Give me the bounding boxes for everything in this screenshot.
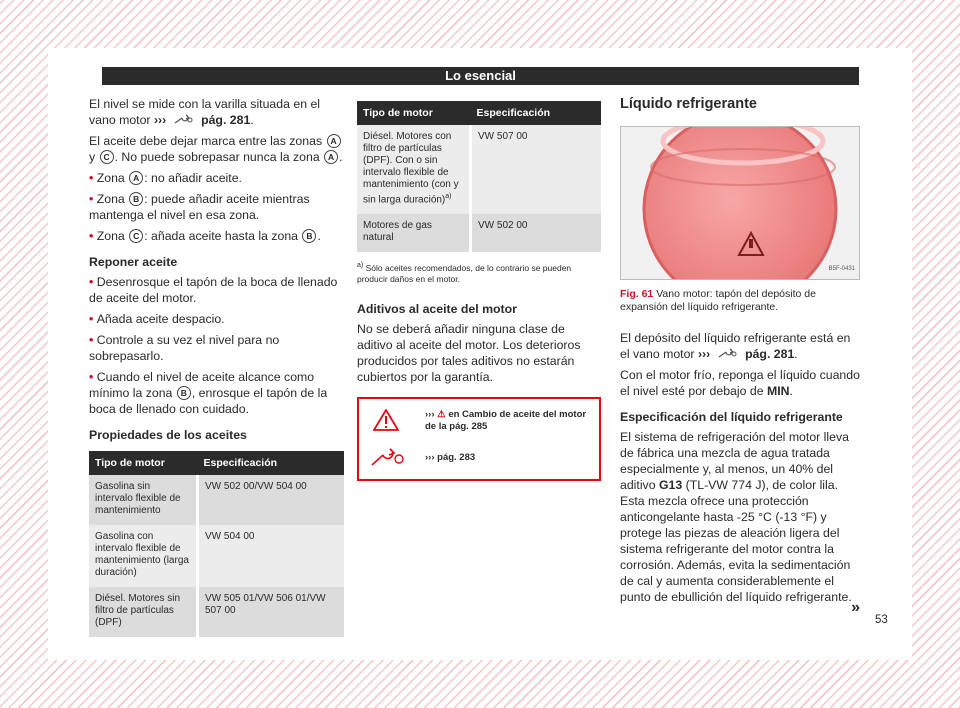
coolant-spec-paragraph: El sistema de refrigeración del motor lleva de fábrica una mezcla de agua tratada especialmente y, al menos, un 40% del aditivo G13 (TL-VW 774 J), de color lila. Esta mezcla ofrece una protección anticongelante hasta -25 °C (-13 °F) y protege las piezas de aleación ligera del sistema refrigerante del motor contra la corrosión. Además, evita la sedimentación de cal y aumenta considerablemente el punto de ebullición del líquido refrigerante. <box>620 430 852 604</box>
intro-paragraph: El nivel se mide con la varilla situada en el vano motor ››› pág. 281. <box>89 97 321 127</box>
figure-caption: Fig. 61 Vano motor: tapón del depósito de expansión del líquido refrigerante. <box>620 288 816 313</box>
arrows-icon: ››› <box>697 347 711 361</box>
table-row: Gasolina con intervalo flexible de mantenimiento (larga duración) VW 504 00 <box>89 525 344 587</box>
zone-c-marker: C <box>129 229 143 243</box>
refill-paragraph: Con el motor frío, reponga el líquido cuando el nivel esté por debajo de MIN. <box>620 368 860 398</box>
oil-spec-table-continued <box>357 101 601 252</box>
location-paragraph: El depósito del líquido refrigerante está en el vano motor ››› pág. 281. <box>620 331 851 361</box>
zone-b-marker: B <box>177 386 191 400</box>
list-item: • Zona A : no añadir aceite. <box>89 170 344 186</box>
table-header: Tipo de motor <box>357 101 471 125</box>
refill-heading: Reponer aceite <box>89 255 178 269</box>
table-header: Tipo de motor <box>89 451 198 475</box>
zone-b-marker: B <box>302 229 316 243</box>
table-header: Especificación <box>198 451 345 475</box>
coolant-spec-heading: Especificación del líquido refrigerante <box>620 410 843 424</box>
list-item: • Añada aceite despacio. <box>89 311 344 327</box>
footnote: $^{a)}$ Sólo aceites recomendados, de lo contrario se pueden producir daños en el motor. <box>357 262 572 285</box>
coolant-cap-figure <box>620 126 860 280</box>
arrows-icon: ››› <box>153 113 167 127</box>
additives-heading: Aditivos al aceite del motor <box>357 302 517 317</box>
middle-column <box>357 101 601 481</box>
list-item: • Cuando el nivel de aceite alcance como mínimo la zona B , enrosque el tapón de la boca de llenado con cuidado. <box>89 369 344 417</box>
zone-c-marker: C <box>100 150 114 164</box>
coolant-cap-image <box>621 127 859 279</box>
list-item: • Controle a su vez el nivel para no sobrepasarlo. <box>89 332 344 364</box>
left-column <box>89 96 344 637</box>
warning-triangle-icon <box>373 409 399 431</box>
tip-ref-link[interactable]: pág. 283 <box>437 452 476 464</box>
zone-paragraph: El aceite debe dejar marca entre las zonas A y C . No puede sobrepasar nunca la zona A . <box>89 134 343 164</box>
page-ref-link[interactable]: pág. 281 <box>201 113 251 127</box>
zone-a-marker: A <box>129 171 143 185</box>
warning-ref-link[interactable]: en Cambio de aceite del motor de la pág. 285 <box>425 409 587 433</box>
zone-a-marker: A <box>324 150 338 164</box>
props-heading: Propiedades de los aceites <box>89 428 247 442</box>
list-item: • Desenrosque el tapón de la boca de llenado de aceite del motor. <box>89 274 344 306</box>
oil-spec-table <box>89 451 344 637</box>
additives-paragraph: No se deberá añadir ninguna clase de aditivo al aceite del motor. Los deterioros producidos por tales aditivos no estarán cubiertos por la garantía. <box>357 322 581 385</box>
page-number: 53 <box>875 614 888 626</box>
table-row: Diésel. Motores sin filtro de partículas (DPF) VW 505 01/VW 506 01/VW 507 00 <box>89 587 344 637</box>
section-header: Lo esencial <box>102 67 859 85</box>
wrench-icon <box>717 347 739 359</box>
table-row: Motores de gas natural VW 502 00 <box>357 214 601 252</box>
table-row: Diésel. Motores con filtro de partículas (DPF). Con o sin intervalo flexible de mantenimiento (con y sin larga duración)$^{a)}$ VW 507 00 <box>357 125 601 214</box>
right-column <box>620 96 860 616</box>
min-mark: MIN <box>767 384 790 398</box>
page-ref-link[interactable]: pág. 281 <box>745 347 795 361</box>
zone-b-marker: B <box>129 192 143 206</box>
continue-icon: » <box>851 599 860 616</box>
table-header: Especificación <box>471 101 602 125</box>
zone-a-marker: A <box>327 134 341 148</box>
wrench-icon <box>173 113 195 125</box>
section-title: Líquido refrigerante <box>620 96 757 112</box>
table-row: Gasolina sin intervalo flexible de mantenimiento VW 502 00/VW 504 00 <box>89 475 344 525</box>
warning-box: ››› ⚠ en Cambio de aceite del motor de la pág. 285 ››› pág. 283 <box>357 397 601 481</box>
figure-code: B5F-0431 <box>828 266 855 272</box>
list-item: • Zona B : puede añadir aceite mientras mantenga el nivel en esa zona. <box>89 191 344 223</box>
list-item: • Zona C : añada aceite hasta la zona B . <box>89 228 344 244</box>
wrench-car-icon <box>369 445 409 469</box>
